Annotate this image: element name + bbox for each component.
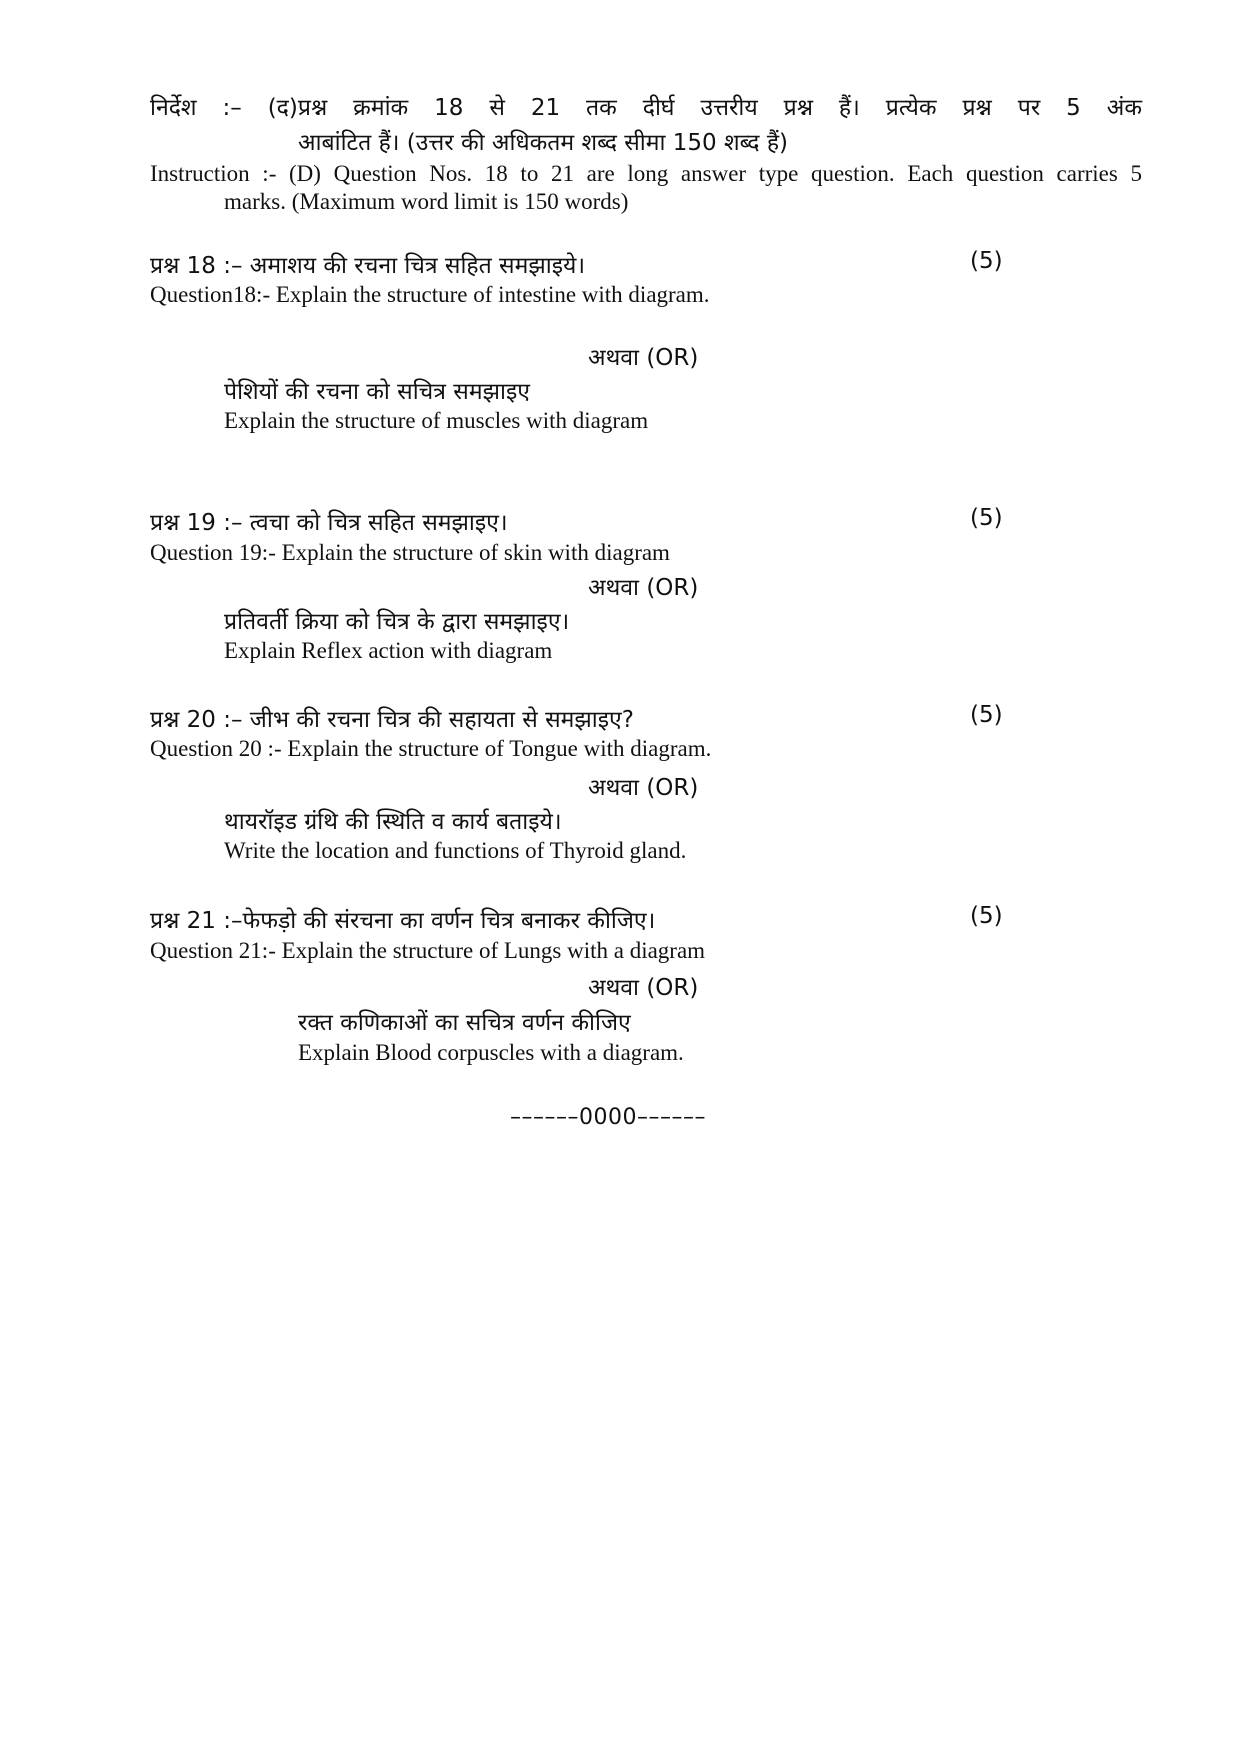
question-21-alt-hindi: रक्त कणिकाओं का सचित्र वर्णन कीजिए <box>298 1010 631 1036</box>
end-of-paper-marker: ––––––0000–––––– <box>510 1105 706 1130</box>
question-21-marks: (5) <box>970 903 1003 929</box>
question-20-english: Question 20 :- Explain the structure of Tongue with diagram. <box>150 736 712 761</box>
question-18-hindi: प्रश्न 18 :– अमाशय की रचना चित्र सहित समझाइये। <box>150 253 586 279</box>
question-18-english: Question18:- Explain the structure of intestine with diagram. <box>150 282 710 307</box>
instruction-english-line2: marks. (Maximum word limit is 150 words) <box>224 189 629 214</box>
question-20-marks: (5) <box>970 702 1003 728</box>
question-21-alt-english: Explain Blood corpuscles with a diagram. <box>298 1040 684 1065</box>
question-20-hindi: प्रश्न 20 :– जीभ की रचना चित्र की सहायता से समझाइए? <box>150 707 634 733</box>
question-21-english: Question 21:- Explain the structure of Lungs with a diagram <box>150 938 706 963</box>
instruction-hindi-line2: आबांटित हैं। (उत्तर की अधिकतम शब्द सीमा 150 शब्द हैं) <box>298 130 789 156</box>
question-19-english: Question 19:- Explain the structure of skin with diagram <box>150 540 670 565</box>
question-19-alt-english: Explain Reflex action with diagram <box>224 638 553 663</box>
question-19-alt-hindi: प्रतिवर्ती क्रिया को चित्र के द्वारा समझाइए। <box>224 609 570 635</box>
question-18-alt-hindi: पेशियों की रचना को सचित्र समझाइए <box>224 379 530 405</box>
question-19-or: अथवा (OR) <box>588 575 699 601</box>
question-20-or: अथवा (OR) <box>588 775 699 801</box>
question-18-or: अथवा (OR) <box>588 345 699 371</box>
instruction-english-line1: Instruction :- (D) Question Nos. 18 to 21 are long answer type question. Each question carries 5 <box>150 161 1142 186</box>
question-21-hindi: प्रश्न 21 :–फेफड़ो की संरचना का वर्णन चित्र बनाकर कीजिए। <box>150 908 656 934</box>
instruction-hindi-line1: निर्देश :– (द)प्रश्न क्रमांक 18 से 21 तक दीर्घ उत्तरीय प्रश्न हैं। प्रत्येक प्रश्न पर 5 अंक <box>150 95 1142 121</box>
question-21-or: अथवा (OR) <box>588 975 699 1001</box>
question-20-alt-hindi: थायरॉइड ग्रंथि की स्थिति व कार्य बताइये। <box>224 809 562 835</box>
question-18-marks: (5) <box>970 248 1003 274</box>
question-19-hindi: प्रश्न 19 :– त्वचा को चित्र सहित समझाइए। <box>150 510 508 536</box>
question-18-alt-english: Explain the structure of muscles with diagram <box>224 408 649 433</box>
question-19-marks: (5) <box>970 505 1003 531</box>
question-20-alt-english: Write the location and functions of Thyroid gland. <box>224 838 687 863</box>
